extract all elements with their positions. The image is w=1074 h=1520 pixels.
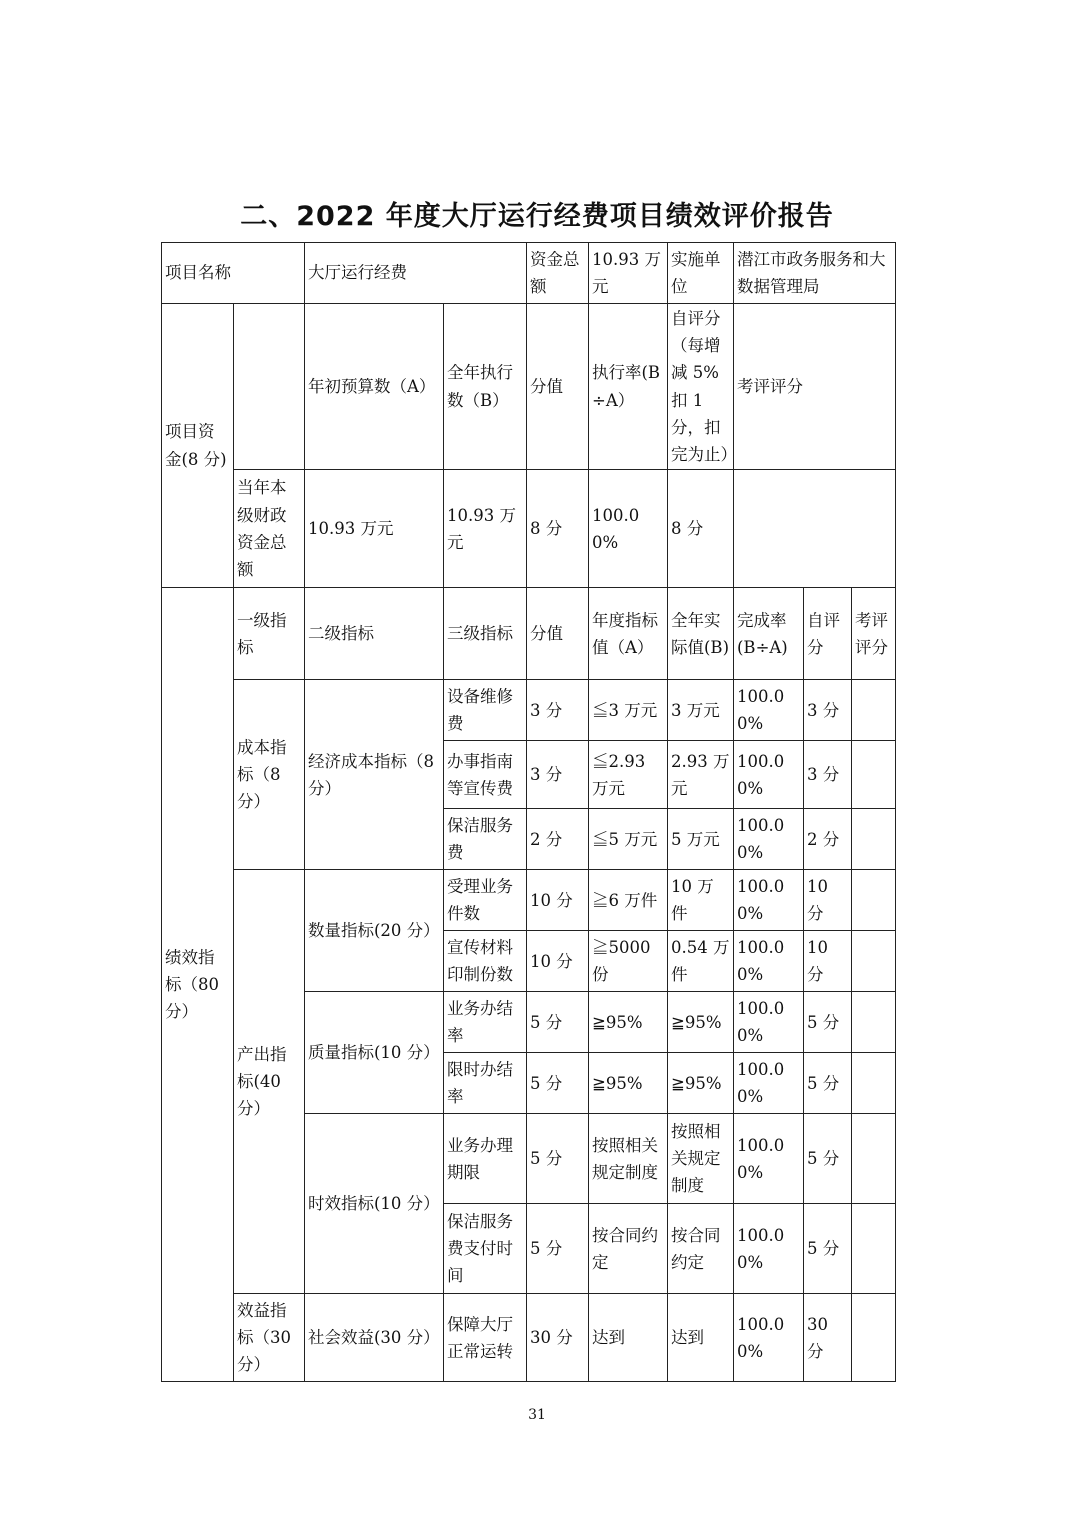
col-score: 分值 xyxy=(527,304,589,470)
level3: 业务办理期限 xyxy=(444,1114,527,1204)
time-level2: 时效指标(10 分） xyxy=(305,1114,444,1294)
funds-rate: 100.00% xyxy=(589,470,668,588)
self-score: 30 分 xyxy=(804,1294,852,1382)
col-perf-score: 分值 xyxy=(527,588,589,680)
score: 10 分 xyxy=(527,931,589,992)
funds-section-label: 项目资金(8 分) xyxy=(162,304,234,588)
target: ≧95% xyxy=(589,992,668,1053)
implementing-unit: 潜江市政务服务和大数据管理局 xyxy=(734,243,896,304)
self-score: 3 分 xyxy=(804,741,852,809)
funds-executed: 10.93 万元 xyxy=(444,470,527,588)
col-level3: 三级指标 xyxy=(444,588,527,680)
performance-report-table xyxy=(161,242,896,1382)
score: 10 分 xyxy=(527,870,589,931)
level3: 受理业务件数 xyxy=(444,870,527,931)
review-score xyxy=(852,931,896,992)
output-level1: 产出指标(40 分） xyxy=(234,870,305,1294)
funds-score: 8 分 xyxy=(527,470,589,588)
quality-level2: 质量指标(10 分） xyxy=(305,992,444,1114)
completion: 100.00% xyxy=(734,1294,804,1382)
review-score xyxy=(852,809,896,870)
benefit-level1: 效益指标（30 分） xyxy=(234,1294,305,1382)
perf-header-row xyxy=(162,588,896,680)
perf-section-label: 绩效指标（80 分） xyxy=(162,588,234,1382)
funds-header-row xyxy=(162,304,896,470)
review-score xyxy=(852,741,896,809)
col-target: 年度指标值（A） xyxy=(589,588,668,680)
score: 5 分 xyxy=(527,992,589,1053)
funds-data-row xyxy=(162,470,896,588)
quantity-level2: 数量指标(20 分） xyxy=(305,870,444,992)
self-score: 10 分 xyxy=(804,931,852,992)
col-self-score: 自评分（每增减 5%扣 1 分，扣完为止） xyxy=(668,304,734,470)
actual: ≧95% xyxy=(668,992,734,1053)
col-self: 自评分 xyxy=(804,588,852,680)
self-score: 5 分 xyxy=(804,1114,852,1204)
completion: 100.00% xyxy=(734,992,804,1053)
level3: 办事指南等宣传费 xyxy=(444,741,527,809)
table-row xyxy=(162,1294,896,1382)
score: 5 分 xyxy=(527,1204,589,1294)
funds-self-score: 8 分 xyxy=(668,470,734,588)
review-score xyxy=(852,992,896,1053)
header-row xyxy=(162,243,896,304)
col-completion: 完成率(B÷A) xyxy=(734,588,804,680)
page-title: 二、2022 年度大厅运行经费项目绩效评价报告 xyxy=(240,201,834,232)
col-actual: 全年实际值(B) xyxy=(668,588,734,680)
project-name-label: 项目名称 xyxy=(162,243,305,304)
col-review-score: 考评评分 xyxy=(734,304,896,470)
unit-label: 实施单位 xyxy=(668,243,734,304)
self-score: 5 分 xyxy=(804,1204,852,1294)
completion: 100.00% xyxy=(734,1204,804,1294)
target: ≦3 万元 xyxy=(589,680,668,741)
cost-level2: 经济成本指标（8 分） xyxy=(305,680,444,870)
level3: 设备维修费 xyxy=(444,680,527,741)
review-score xyxy=(852,1204,896,1294)
level3: 保洁服务费支付时间 xyxy=(444,1204,527,1294)
score: 5 分 xyxy=(527,1053,589,1114)
col-review: 考评评分 xyxy=(852,588,896,680)
target: 按合同约定 xyxy=(589,1204,668,1294)
completion: 100.00% xyxy=(734,1053,804,1114)
review-score xyxy=(852,870,896,931)
actual: ≧95% xyxy=(668,1053,734,1114)
actual: 0.54 万件 xyxy=(668,931,734,992)
col-level2: 二级指标 xyxy=(305,588,444,680)
review-score xyxy=(852,680,896,741)
total-funds-label: 资金总额 xyxy=(527,243,589,304)
target: ≧6 万件 xyxy=(589,870,668,931)
target: ≧5000 份 xyxy=(589,931,668,992)
col-exec-rate: 执行率(B÷A） xyxy=(589,304,668,470)
table-row xyxy=(162,680,896,741)
col-executed: 全年执行数（B） xyxy=(444,304,527,470)
review-score xyxy=(852,1053,896,1114)
actual: 5 万元 xyxy=(668,809,734,870)
completion: 100.00% xyxy=(734,809,804,870)
cost-level1: 成本指标（8 分） xyxy=(234,680,305,870)
target: ≧95% xyxy=(589,1053,668,1114)
page-number: 31 xyxy=(528,1407,546,1423)
social-level2: 社会效益(30 分） xyxy=(305,1294,444,1382)
self-score: 5 分 xyxy=(804,992,852,1053)
level3: 限时办结率 xyxy=(444,1053,527,1114)
level3: 保洁服务费 xyxy=(444,809,527,870)
score: 3 分 xyxy=(527,741,589,809)
score: 2 分 xyxy=(527,809,589,870)
actual: 达到 xyxy=(668,1294,734,1382)
target: 达到 xyxy=(589,1294,668,1382)
col-budget: 年初预算数（A） xyxy=(305,304,444,470)
completion: 100.00% xyxy=(734,870,804,931)
funds-review-score xyxy=(734,470,896,588)
target: 按照相关规定制度 xyxy=(589,1114,668,1204)
completion: 100.00% xyxy=(734,931,804,992)
self-score: 5 分 xyxy=(804,1053,852,1114)
review-score xyxy=(852,1114,896,1204)
score: 3 分 xyxy=(527,680,589,741)
project-name: 大厅运行经费 xyxy=(305,243,527,304)
target: ≦2.93 万元 xyxy=(589,741,668,809)
level3: 保障大厅正常运转 xyxy=(444,1294,527,1382)
total-funds: 10.93 万元 xyxy=(589,243,668,304)
level3: 业务办结率 xyxy=(444,992,527,1053)
actual: 3 万元 xyxy=(668,680,734,741)
self-score: 2 分 xyxy=(804,809,852,870)
target: ≦5 万元 xyxy=(589,809,668,870)
review-score xyxy=(852,1294,896,1382)
score: 5 分 xyxy=(527,1114,589,1204)
self-score: 10 分 xyxy=(804,870,852,931)
funds-row-label: 当年本级财政资金总额 xyxy=(234,470,305,588)
self-score: 3 分 xyxy=(804,680,852,741)
funds-empty-cell xyxy=(234,304,305,470)
actual: 按合同约定 xyxy=(668,1204,734,1294)
completion: 100.00% xyxy=(734,1114,804,1204)
actual: 2.93 万元 xyxy=(668,741,734,809)
completion: 100.00% xyxy=(734,741,804,809)
col-level1: 一级指标 xyxy=(234,588,305,680)
completion: 100.00% xyxy=(734,680,804,741)
score: 30 分 xyxy=(527,1294,589,1382)
level3: 宣传材料印制份数 xyxy=(444,931,527,992)
funds-budget: 10.93 万元 xyxy=(305,470,444,588)
table-row xyxy=(162,870,896,931)
actual: 按照相关规定制度 xyxy=(668,1114,734,1204)
actual: 10 万件 xyxy=(668,870,734,931)
